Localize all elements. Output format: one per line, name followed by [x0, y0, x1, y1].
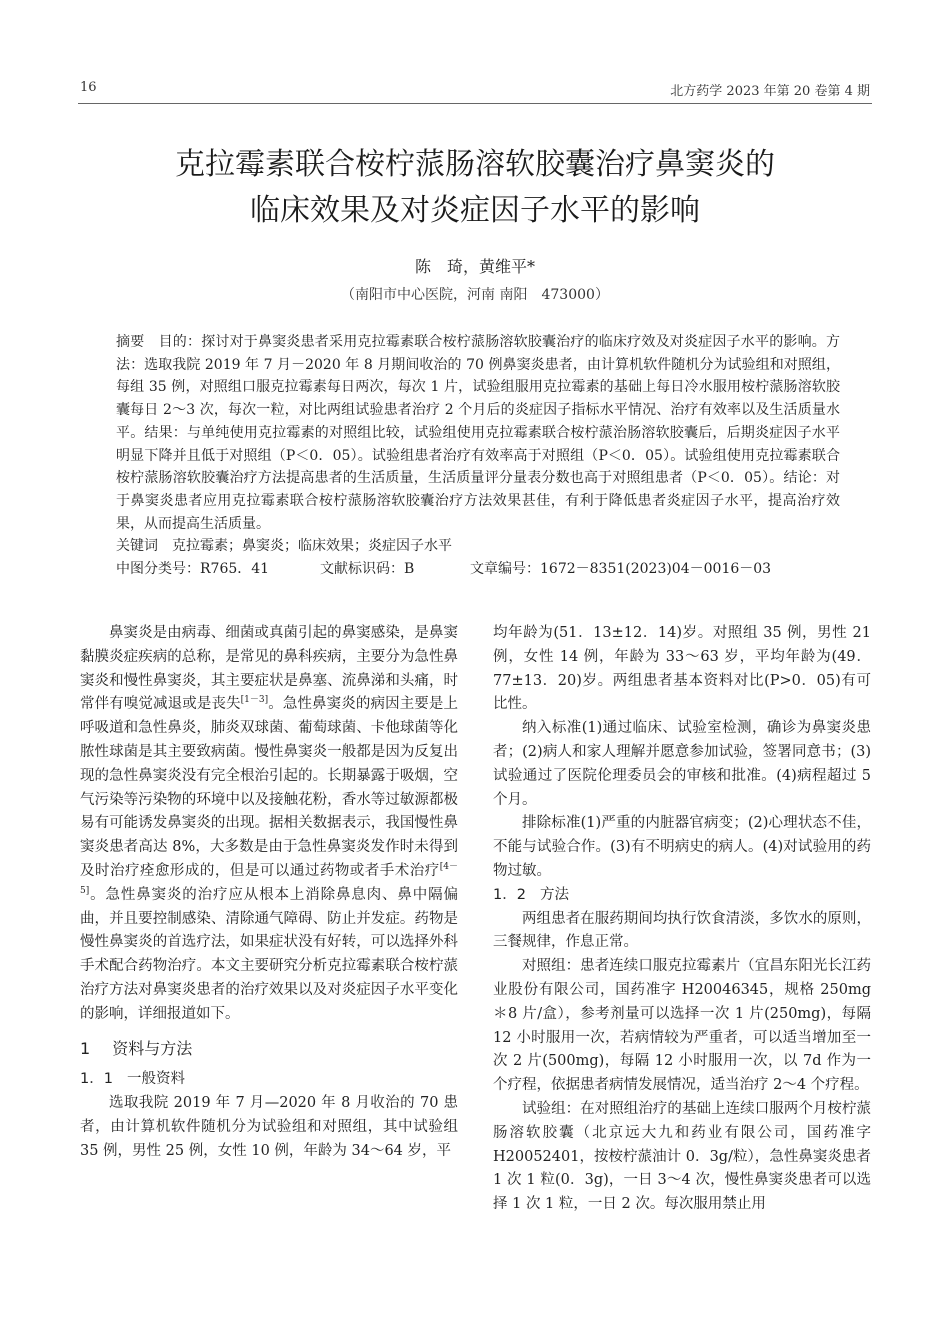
authors: 陈 琦，黄维平* [414, 257, 535, 276]
subsection-number: 1．2 [493, 886, 526, 903]
article-number: 文章编号：1672－8351(2023)04－0016－03 [470, 561, 772, 578]
section-title: 资料与方法 [112, 1038, 193, 1058]
clc-number: 中图分类号：R765．41 [116, 561, 270, 578]
intro-text-2: 。急性鼻窦炎的病因主要是上呼吸道和急性鼻炎，肺炎双球菌、葡萄球菌、卡他球菌等化脓性球菌是其主要致病菌。慢性鼻窦炎一般都是因为反复出现的急性鼻窦炎没有完全根治引起的。长期暴露于吸烟，空气污染等污染物的环境中以及接触花粉，香水等过敏源都极易有可能诱发鼻窦炎的出现。据相关数据表示，我国慢性鼻窦炎患者高达 8%，大多数是由于急性鼻窦炎发作时未得到及时治疗痊愈形成的，但是可以通过药物或者手术治疗 [80, 696, 459, 879]
left-column [80, 622, 458, 1164]
subsection-heading-1-2 [493, 884, 871, 908]
general-data-paragraph: 选取我院 2019 年 7 月—2020 年 8 月收治的 70 患者，由计算机软件随机分为试验组和对照组，其中试验组 35 例，男性 25 例，女性 10 例，年龄为 34～64 岁，平 [80, 1095, 458, 1159]
control-group-paragraph: 对照组：患者连续口服克拉霉素片（宜昌东阳光长江药业股份有限公司，国药准字 H20046345，规格 250mg＊8 片/盒），参考剂量可以选择一次 1 片(250mg)，每隔 12 小时服用一次，若病情较为严重者，可以适当增加至一次 2 片(500mg)，每隔 12 小时服用一次，以 7d 作为一个疗程，依据患者病情发展情况，适当治疗 2～4 个疗程。 [493, 958, 871, 1094]
journal-info: 北方药学 2023 年第 20 卷第 4 期 [670, 84, 870, 99]
methods-paragraph: 两组患者在服药期间均执行饮食清淡，多饮水的原则，三餐规律，作息正常。 [493, 910, 871, 951]
citation-4-5[interactable]: [4－5] [80, 862, 458, 896]
keywords-line [116, 535, 840, 558]
title-line-1: 克拉霉素联合桉柠蒎肠溶软胶囊治疗鼻窦炎的 [175, 147, 775, 182]
age-paragraph: 均年龄为(51．13±12．14)岁。对照组 35 例，男性 21 例，女性 14 例，年龄为 33～63 岁，平均年龄为(49．77±13．20)岁。两组患者基本资料对比(P>0．05)有可比性。 [493, 625, 871, 713]
section-heading-1 [80, 1037, 458, 1061]
page-number: 16 [80, 80, 97, 95]
citation-1-3[interactable]: [1－3] [240, 695, 269, 706]
subsection-heading-1-1 [80, 1068, 458, 1092]
section-number: 1 [80, 1038, 91, 1058]
intro-paragraph [80, 622, 458, 1027]
subsection-title: 一般资料 [126, 1071, 185, 1088]
abstract-paragraph [116, 331, 840, 535]
subsection-number: 1．1 [80, 1071, 113, 1088]
right-column [493, 622, 871, 1217]
title-line-2: 临床效果及对炎症因子水平的影响 [250, 193, 700, 228]
inclusion-criteria: 纳入标准(1)通过临床、试验室检测，确诊为鼻窦炎患者；(2)病人和家人理解并愿意参加试验，签署同意书；(3)试验通过了医院伦理委员会的审核和批准。(4)病程超过 5 个月。 [493, 720, 871, 808]
subsection-title: 方法 [539, 886, 569, 903]
abstract-block [116, 331, 840, 581]
document-code: 文献标识码：B [320, 561, 415, 578]
header-rule [78, 103, 872, 104]
abstract-label: 摘要 [116, 334, 145, 350]
keywords: 克拉霉素；鼻窦炎；临床效果；炎症因子水平 [172, 538, 452, 555]
abstract-text: 目的：探讨对于鼻窦炎患者采用克拉霉素联合桉柠蒎肠溶软胶囊治疗的临床疗效及对炎症因子水平的影响。方法：选取我院 2019 年 7 月－2020 年 8 月期间收治的 70 例鼻窦炎患者，由计算机软件随机分为试验组和对照组，每组 35 例，对照组口服克拉霉素每日两次，每次 1 片，试验组服用克拉霉素的基础上每日冷水服用桉柠蒎肠溶软胶囊每日 2～3 次，每次一粒，对比两组试验患者治疗 2 个月后的炎症因子指标水平情况、治疗有效率以及生活质量水平。结果：与单纯使用克拉霉素的对照组比较，试验组使用克拉霉素联合桉柠蒎治肠溶软胶囊后，后期炎症因子水平明显下降并且低于对照组（P＜0．05）。试验组患者治疗有效率高于对照组（P＜0．05）。试验组使用克拉霉素联合桉柠蒎肠溶软胶囊治疗方法提高患者的生活质量，生活质量评分量表分数也高于对照组患者（P＜0．05）。结论：对于鼻窦炎患者应用克拉霉素联合桉柠蒎肠溶软胶囊治疗方法效果甚佳，有利于降低患者炎症因子水平，提高治疗效果，从而提高生活质量。 [116, 334, 841, 532]
classification-line [116, 558, 840, 581]
keywords-label: 关键词 [116, 538, 158, 555]
exclusion-criteria: 排除标准(1)严重的内脏器官病变；(2)心理状态不佳，不能与试验合作。(3)有不明病史的病人。(4)对试验用的药物过敏。 [493, 815, 871, 879]
intro-text-3: 。急性鼻窦炎的治疗应从根本上消除鼻息肉、鼻中隔偏曲，并且要控制感染、清除通气障碍、防止并发症。药物是慢性鼻窦炎的首选疗法，如果症状没有好转，可以选择外科手术配合药物治疗。本文主要研究分析克拉霉素联合桉柠蒎治疗方法对鼻窦炎患者的治疗效果以及对炎症因子水平变化的影响，详细报道如下。 [80, 886, 458, 1022]
intro-text-1: 鼻窦炎是由病毒、细菌或真菌引起的鼻窦感染，是鼻窦黏膜炎症疾病的总称，是常见的鼻科疾病，主要分为急性鼻窦炎和慢性鼻窦炎，其主要症状是鼻塞、流鼻涕和头痛，时常伴有嗅觉减退或是丧失 [80, 625, 458, 713]
affiliation: （南阳市中心医院，河南 南阳 473000） [341, 287, 609, 303]
experimental-group-paragraph: 试验组：在对照组治疗的基础上连续口服两个月桉柠蒎肠溶软胶囊（北京远大九和药业有限公司，国药准字 H20052401，按桉柠蒎油计 0．3g/粒），急性鼻窦炎患者 1 次 1 粒(0．3g)，一日 3～4 次，慢性鼻窦炎患者可以选择 1 次 1 粒，一日 2 次。每次服用禁止用 [493, 1100, 871, 1213]
